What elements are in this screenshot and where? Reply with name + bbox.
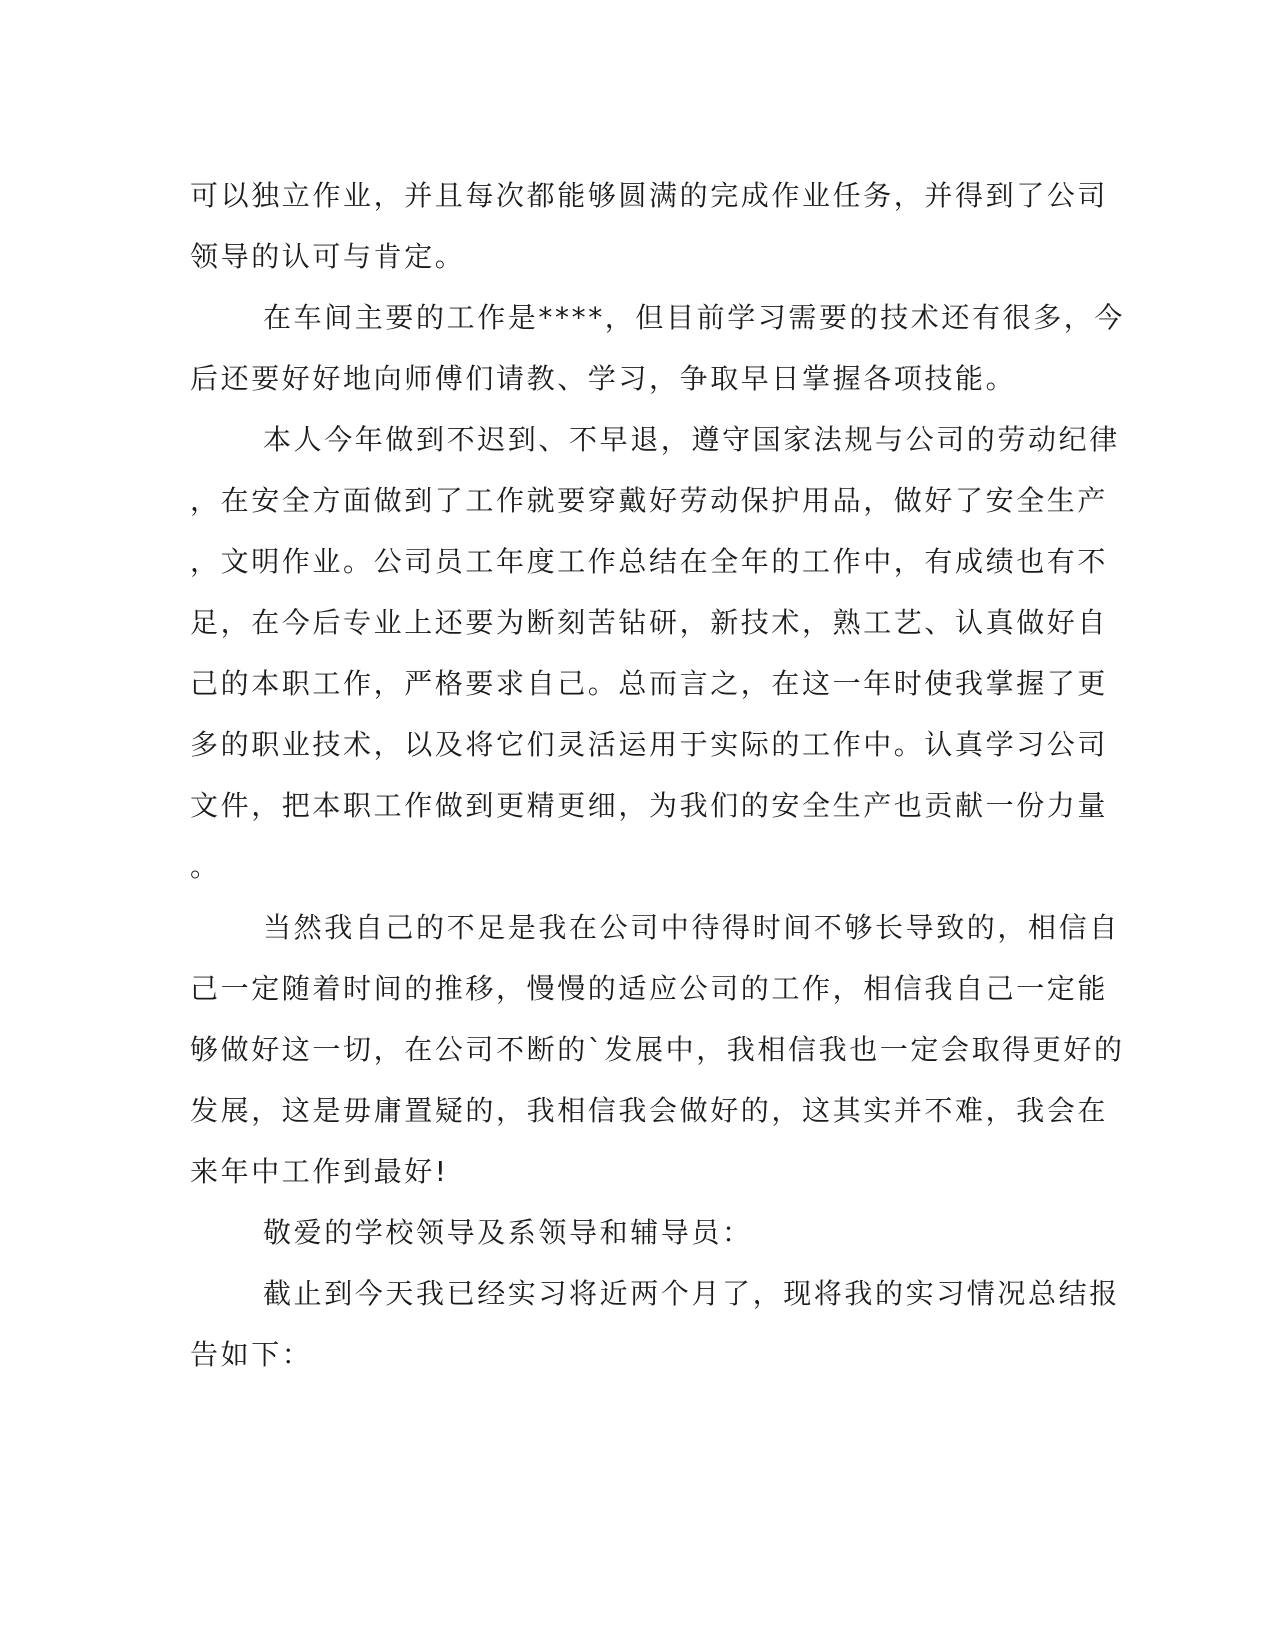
text-line: ，在安全方面做到了工作就要穿戴好劳动保护用品，做好了安全生产 <box>190 484 1109 517</box>
document-body <box>190 165 1126 1385</box>
text-line: 发展，这是毋庸置疑的，我相信我会做好的，这其实并不难，我会在 <box>190 1094 1109 1127</box>
text-line: 够做好这一切，在公司不断的`发展中，我相信我也一定会取得更好的 <box>190 1033 1125 1066</box>
text-line: 己的本职工作，严格要求自己。总而言之，在这一年时使我掌握了更 <box>190 667 1109 700</box>
text-line: 在车间主要的工作是****，但目前学习需要的技术还有很多，今 <box>263 301 1126 334</box>
text-line: 截止到今天我已经实习将近两个月了，现将我的实习情况总结报 <box>263 1277 1120 1310</box>
text-line: 足，在今后专业上还要为断刻苦钻研，新技术，熟工艺、认真做好自 <box>190 606 1109 639</box>
text-line: 来年中工作到最好! <box>190 1155 449 1188</box>
text-line: 。 <box>190 850 221 883</box>
salutation-line: 敬爱的学校领导及系领导和辅导员： <box>263 1216 753 1249</box>
text-line: 本人今年做到不迟到、不早退，遵守国家法规与公司的劳动纪律 <box>263 423 1120 456</box>
text-line: 当然我自己的不足是我在公司中待得时间不够长导致的，相信自 <box>263 911 1120 944</box>
text-line: 文件，把本职工作做到更精更细，为我们的安全生产也贡献一份力量 <box>190 789 1109 822</box>
text-line: 后还要好好地向师傅们请教、学习，争取早日掌握各项技能。 <box>190 362 1017 395</box>
text-line: 己一定随着时间的推移，慢慢的适应公司的工作，相信我自己一定能 <box>190 972 1109 1005</box>
text-line: ，文明作业。公司员工年度工作总结在全年的工作中，有成绩也有不 <box>190 545 1109 578</box>
text-line: 多的职业技术，以及将它们灵活运用于实际的工作中。认真学习公司 <box>190 728 1109 761</box>
text-line: 领导的认可与肯定。 <box>190 240 466 273</box>
text-line: 可以独立作业，并且每次都能够圆满的完成作业任务，并得到了公司 <box>190 179 1109 212</box>
text-line: 告如下： <box>190 1338 313 1371</box>
